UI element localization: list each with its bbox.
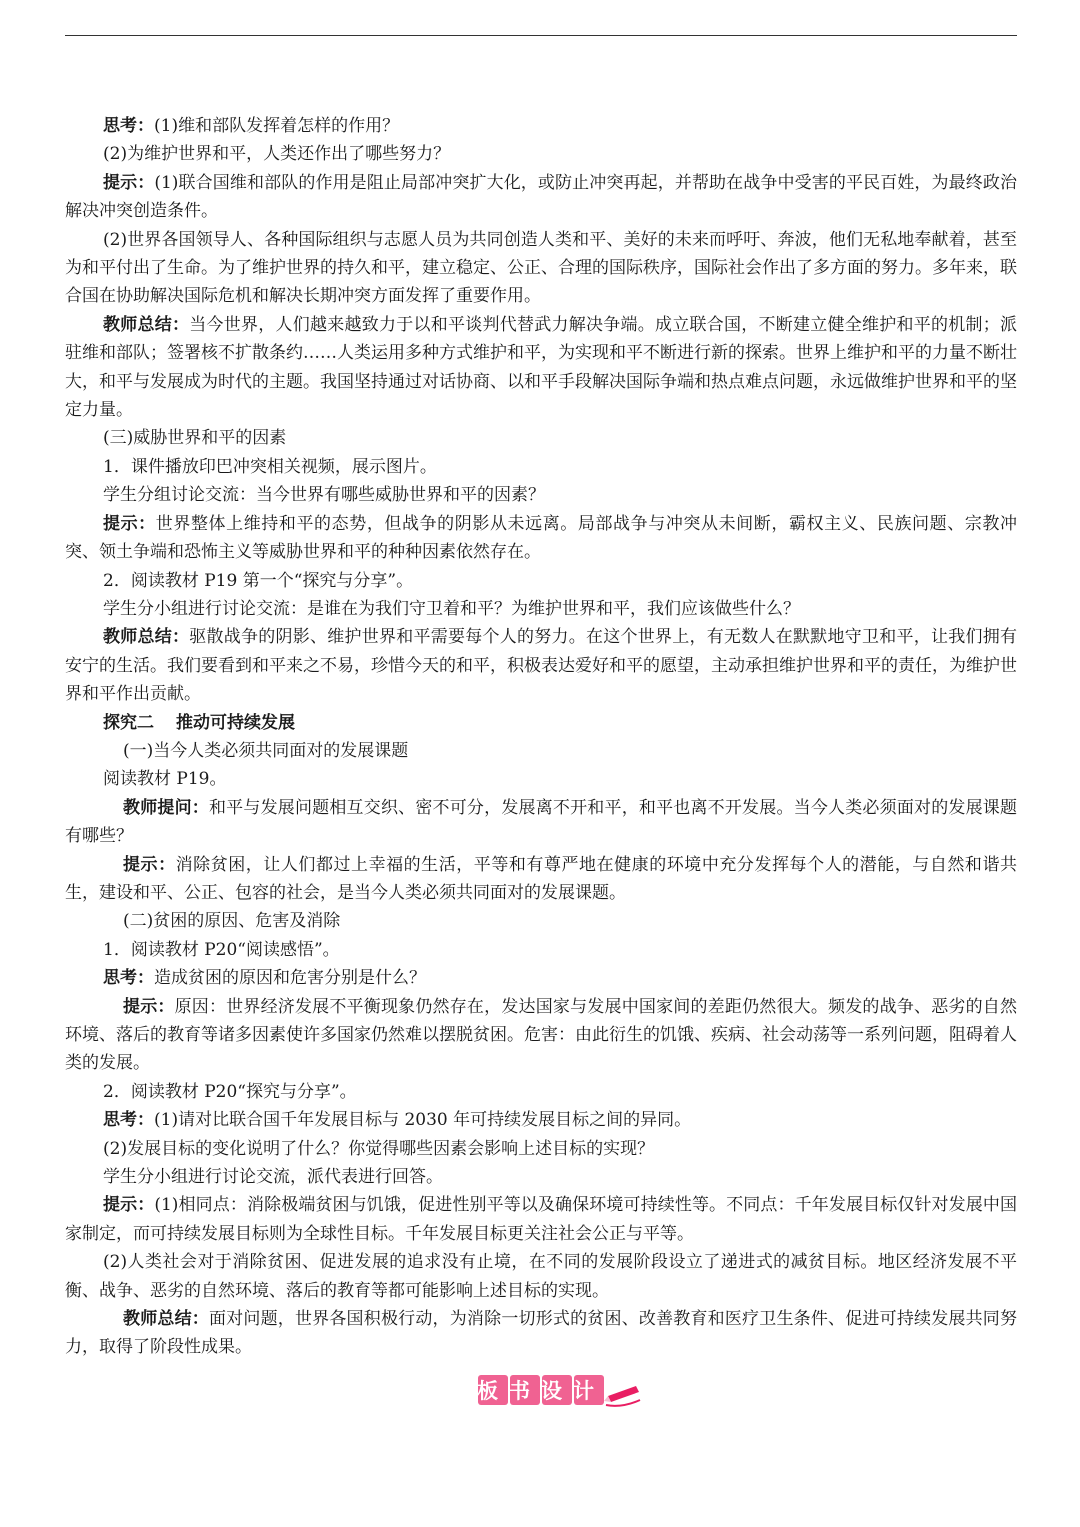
paragraph-text: (1)维和部队发挥着怎样的作用？ (154, 116, 400, 136)
paragraph (65, 1078, 1017, 1106)
paragraph-lead: 思考： (103, 1110, 154, 1131)
paragraph-text: (二)贫困的原因、危害及消除 (123, 911, 341, 932)
paragraph (65, 993, 1017, 1078)
paragraph-text: (2)发展目标的变化说明了什么？你觉得哪些因素会影响上述目标的实现？ (103, 1138, 655, 1159)
paragraph-text: 1．阅读教材 P20“阅读感悟”。 (103, 939, 340, 960)
banner-label: 板书设计 (477, 1379, 605, 1403)
paragraph (65, 1106, 1017, 1134)
paragraph-lead: 教师总结： (123, 1309, 209, 1330)
paragraph-text: 2．阅读教材 P19 第一个“探究与分享”。 (103, 570, 414, 591)
paragraph-text: 消除贫困，让人们都过上幸福的生活，平等和有尊严地在健康的环境中充分发挥每个人的潜能，与自然和谐共生，建设和平、公正、包容的社会，是当今人类必须共同面对的发展课题。 (65, 854, 1018, 903)
paragraph-text: 学生分组讨论交流：当今世界有哪些威胁世界和平的因素？ (103, 485, 545, 506)
paragraph-text: 驱散战争的阴影、维护世界和平需要每个人的努力。在这个世界上，有无数人在默默地守卫和平，让我们拥有安宁的生活。我们要看到和平来之不易，珍惜今天的和平，积极表达爱好和平的愿望，主动承担维护世界和平的责任，为维护世界和平作出贡献。 (65, 627, 1017, 705)
paragraph-lead: 提示： (103, 1195, 155, 1216)
paragraph (65, 1191, 1017, 1248)
paragraph (65, 907, 1017, 935)
paragraph-lead: 提示： (103, 513, 156, 534)
paragraph-text: (1)相同点：消除极端贫困与饥饿，促进性别平等以及确保环境可持续性等。不同点：千年发展目标仅针对发展中国家制定，而可持续发展目标则为全球性目标。千年发展目标更关注社会公正与平等。 (65, 1195, 1017, 1244)
paragraph-lead: 提示： (123, 854, 176, 875)
paragraph (65, 1248, 1017, 1305)
paragraph-text: 世界整体上维持和平的态势，但战争的阴影从未远离。局部战争与冲突从未间断，霸权主义、民族问题、宗教冲突、领土争端和恐怖主义等威胁世界和平的种种因素依然存在。 (65, 513, 1017, 563)
paragraph (65, 567, 1017, 595)
paragraph-text: (三)威胁世界和平的因素 (103, 428, 287, 449)
header-rule (65, 35, 1017, 36)
paragraph-text: 原因：世界经济发展不平衡现象仍然存在，发达国家与发展中国家间的差距仍然很大。频发的战争、恶劣的自然环境、落后的教育等诸多因素使许多国家仍然难以摆脱贫困。危害：由此衍生的饥饿、疾病、社会动荡等一系列问题，阻碍着人类的发展。 (65, 996, 1018, 1074)
paragraph-lead: 探究二 (103, 712, 154, 733)
paragraph-text: 学生分小组进行讨论交流：是谁在为我们守卫着和平？为维护世界和平，我们应该做些什么？ (103, 598, 800, 619)
paragraph-lead: 提示： (123, 996, 175, 1017)
paragraph-text: 造成贫困的原因和危害分别是什么？ (154, 968, 426, 989)
paragraph (65, 737, 1017, 765)
paragraph-lead: 提示： (103, 172, 155, 193)
paragraph-text: 当今世界，人们越来越致力于以和平谈判代替武力解决争端。成立联合国，不断建立健全维护和平的机制；派驻维和部队；签署核不扩散条约……人类运用多种方式维护和平，为实现和平不断进行新的探索。世界上维护和平的力量不断壮大，和平与发展成为时代的主题。我国坚持通过对话协商、以和平手段解决国际争端和热点难点问题，永远做维护世界和平的坚定力量。 (65, 314, 1017, 421)
paragraph-text: 2．阅读教材 P20“探究与分享”。 (103, 1081, 357, 1102)
paragraph (65, 851, 1017, 908)
board-design-banner (476, 1372, 642, 1408)
paragraph (65, 510, 1017, 567)
paragraph (65, 311, 1017, 425)
paragraph (65, 453, 1017, 481)
paragraph-text: 阅读教材 P19。 (103, 769, 227, 790)
paragraph (65, 1163, 1017, 1191)
paragraph-text: (2)为维护世界和平，人类还作出了哪些努力？ (103, 144, 451, 165)
paragraph (65, 964, 1017, 992)
paragraph-text: (1)请对比联合国千年发展目标与 2030 年可持续发展目标之间的异同。 (154, 1110, 692, 1131)
paragraph-lead: 教师总结： (103, 314, 190, 335)
paragraph (65, 936, 1017, 964)
paragraph (65, 140, 1017, 168)
paragraph-text: 1．课件播放印巴冲突相关视频，展示图片。 (103, 456, 437, 477)
paragraph (65, 112, 1017, 140)
paragraph-text: 和平与发展问题相互交织、密不可分，发展离不开和平，和平也离不开发展。当今人类必须面对的发展课题有哪些？ (65, 797, 1018, 847)
paragraph-text: (一)当今人类必须共同面对的发展课题 (123, 740, 409, 761)
paragraph (65, 226, 1017, 311)
paragraph (65, 481, 1017, 509)
section-heading (103, 709, 1017, 737)
paragraph (65, 623, 1017, 708)
paragraph-text: 推动可持续发展 (176, 712, 295, 733)
paragraph-text: (1)联合国维和部队的作用是阻止局部冲突扩大化，或防止冲突再起，并帮助在战争中受害的平民百姓，为最终政治解决冲突创造条件。 (65, 172, 1017, 222)
paragraph (65, 595, 1017, 623)
paragraph-text: (2)人类社会对于消除贫困、促进发展的追求没有止境，在不同的发展阶段设立了递进式的减贫目标。地区经济发展不平衡、战争、恶劣的自然环境、落后的教育等都可能影响上述目标的实现。 (65, 1252, 1017, 1301)
paragraph-lead: 思考： (103, 116, 154, 136)
document-body (65, 112, 1017, 1362)
paragraph (65, 1135, 1017, 1163)
paragraph-text: 学生分小组进行讨论交流，派代表进行回答。 (103, 1167, 443, 1188)
paragraph (65, 1305, 1017, 1362)
paragraph (65, 765, 1017, 793)
paragraph (65, 169, 1017, 226)
paragraph-text: (2)世界各国领导人、各种国际组织与志愿人员为共同创造人类和平、美好的未来而呼吁、奔波，他们无私地奉献着，甚至为和平付出了生命。为了维护世界的持久和平，建立稳定、公正、合理的国际秩序，国际社会作出了多方面的努力。多年来，联合国在协助解决国际危机和解决长期冲突方面发挥了重要作用。 (65, 229, 1017, 307)
paragraph-text: 面对问题，世界各国积极行动，为消除一切形式的贫困、改善教育和医疗卫生条件、促进可持续发展共同努力，取得了阶段性成果。 (65, 1309, 1018, 1358)
paragraph-lead: 教师总结： (103, 627, 190, 648)
paragraph-lead: 思考： (103, 968, 154, 989)
paragraph (65, 794, 1017, 851)
pencil-icon (604, 1386, 640, 1406)
paragraph (65, 424, 1017, 452)
paragraph-lead: 教师提问： (123, 797, 209, 818)
